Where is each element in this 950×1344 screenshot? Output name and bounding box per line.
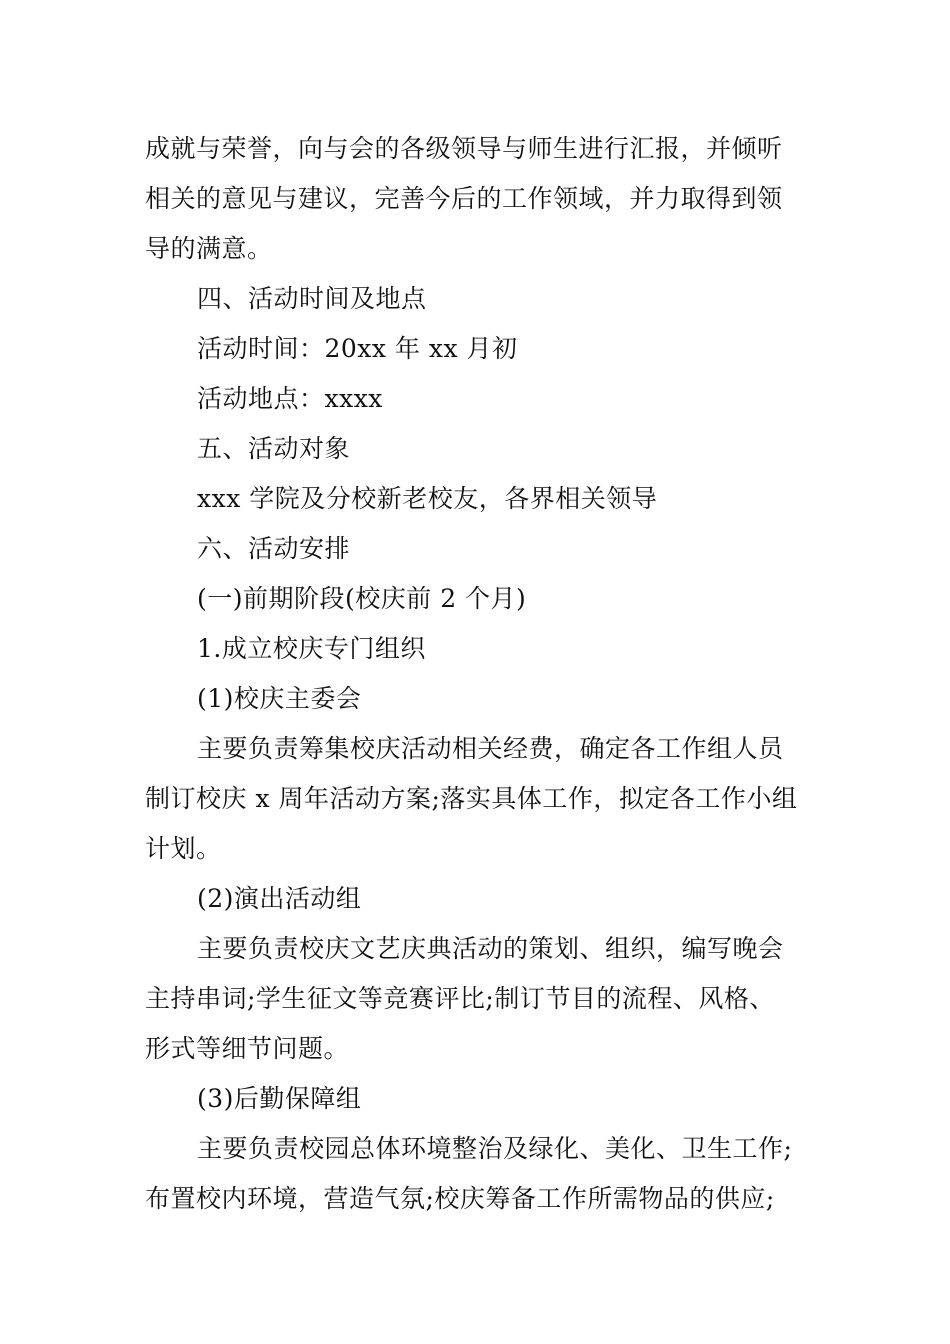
activity-location: 活动地点：xxxx <box>197 384 383 413</box>
text-line-1: 成就与荣誉，向与会的各级领导与师生进行汇报，并倾听 <box>145 134 783 163</box>
activity-time: 活动时间：20xx 年 xx 月初 <box>197 334 518 363</box>
text-line-19: 形式等细节问题。 <box>145 1034 350 1063</box>
text-line-13: 主要负责筹集校庆活动相关经费，确定各工作组人员 <box>197 734 784 763</box>
item-heading-1: 1.成立校庆专门组织 <box>197 634 426 663</box>
document-body <box>145 124 810 1224</box>
text-line-14: 制订校庆 x 周年活动方案;落实具体工作，拟定各工作小组 <box>145 784 798 813</box>
text-line-18: 主持串词;学生征文等竞赛评比;制订节目的流程、风格、 <box>145 984 775 1013</box>
subitem-heading-1: (1)校庆主委会 <box>197 684 362 713</box>
subitem-heading-2: (2)演出活动组 <box>197 884 362 913</box>
phase-heading: (一)前期阶段(校庆前 2 个月) <box>197 584 527 613</box>
subitem-heading-3: (3)后勤保障组 <box>197 1084 362 1113</box>
text-line-2: 相关的意见与建议，完善今后的工作领域，并力取得到领 <box>145 184 783 213</box>
section-heading-5: 五、活动对象 <box>197 434 351 463</box>
section-heading-4: 四、活动时间及地点 <box>197 284 427 313</box>
text-line-3: 导的满意。 <box>145 234 273 263</box>
activity-audience: xxx 学院及分校新老校友，各界相关领导 <box>197 484 658 513</box>
section-heading-6: 六、活动安排 <box>197 534 351 563</box>
text-line-15: 计划。 <box>145 834 222 863</box>
text-line-17: 主要负责校庆文艺庆典活动的策划、组织，编写晚会 <box>197 934 784 963</box>
text-line-22: 布置校内环境，营造气氛;校庆筹备工作所需物品的供应; <box>145 1184 775 1213</box>
text-line-21: 主要负责校园总体环境整治及绿化、美化、卫生工作; <box>197 1134 793 1163</box>
